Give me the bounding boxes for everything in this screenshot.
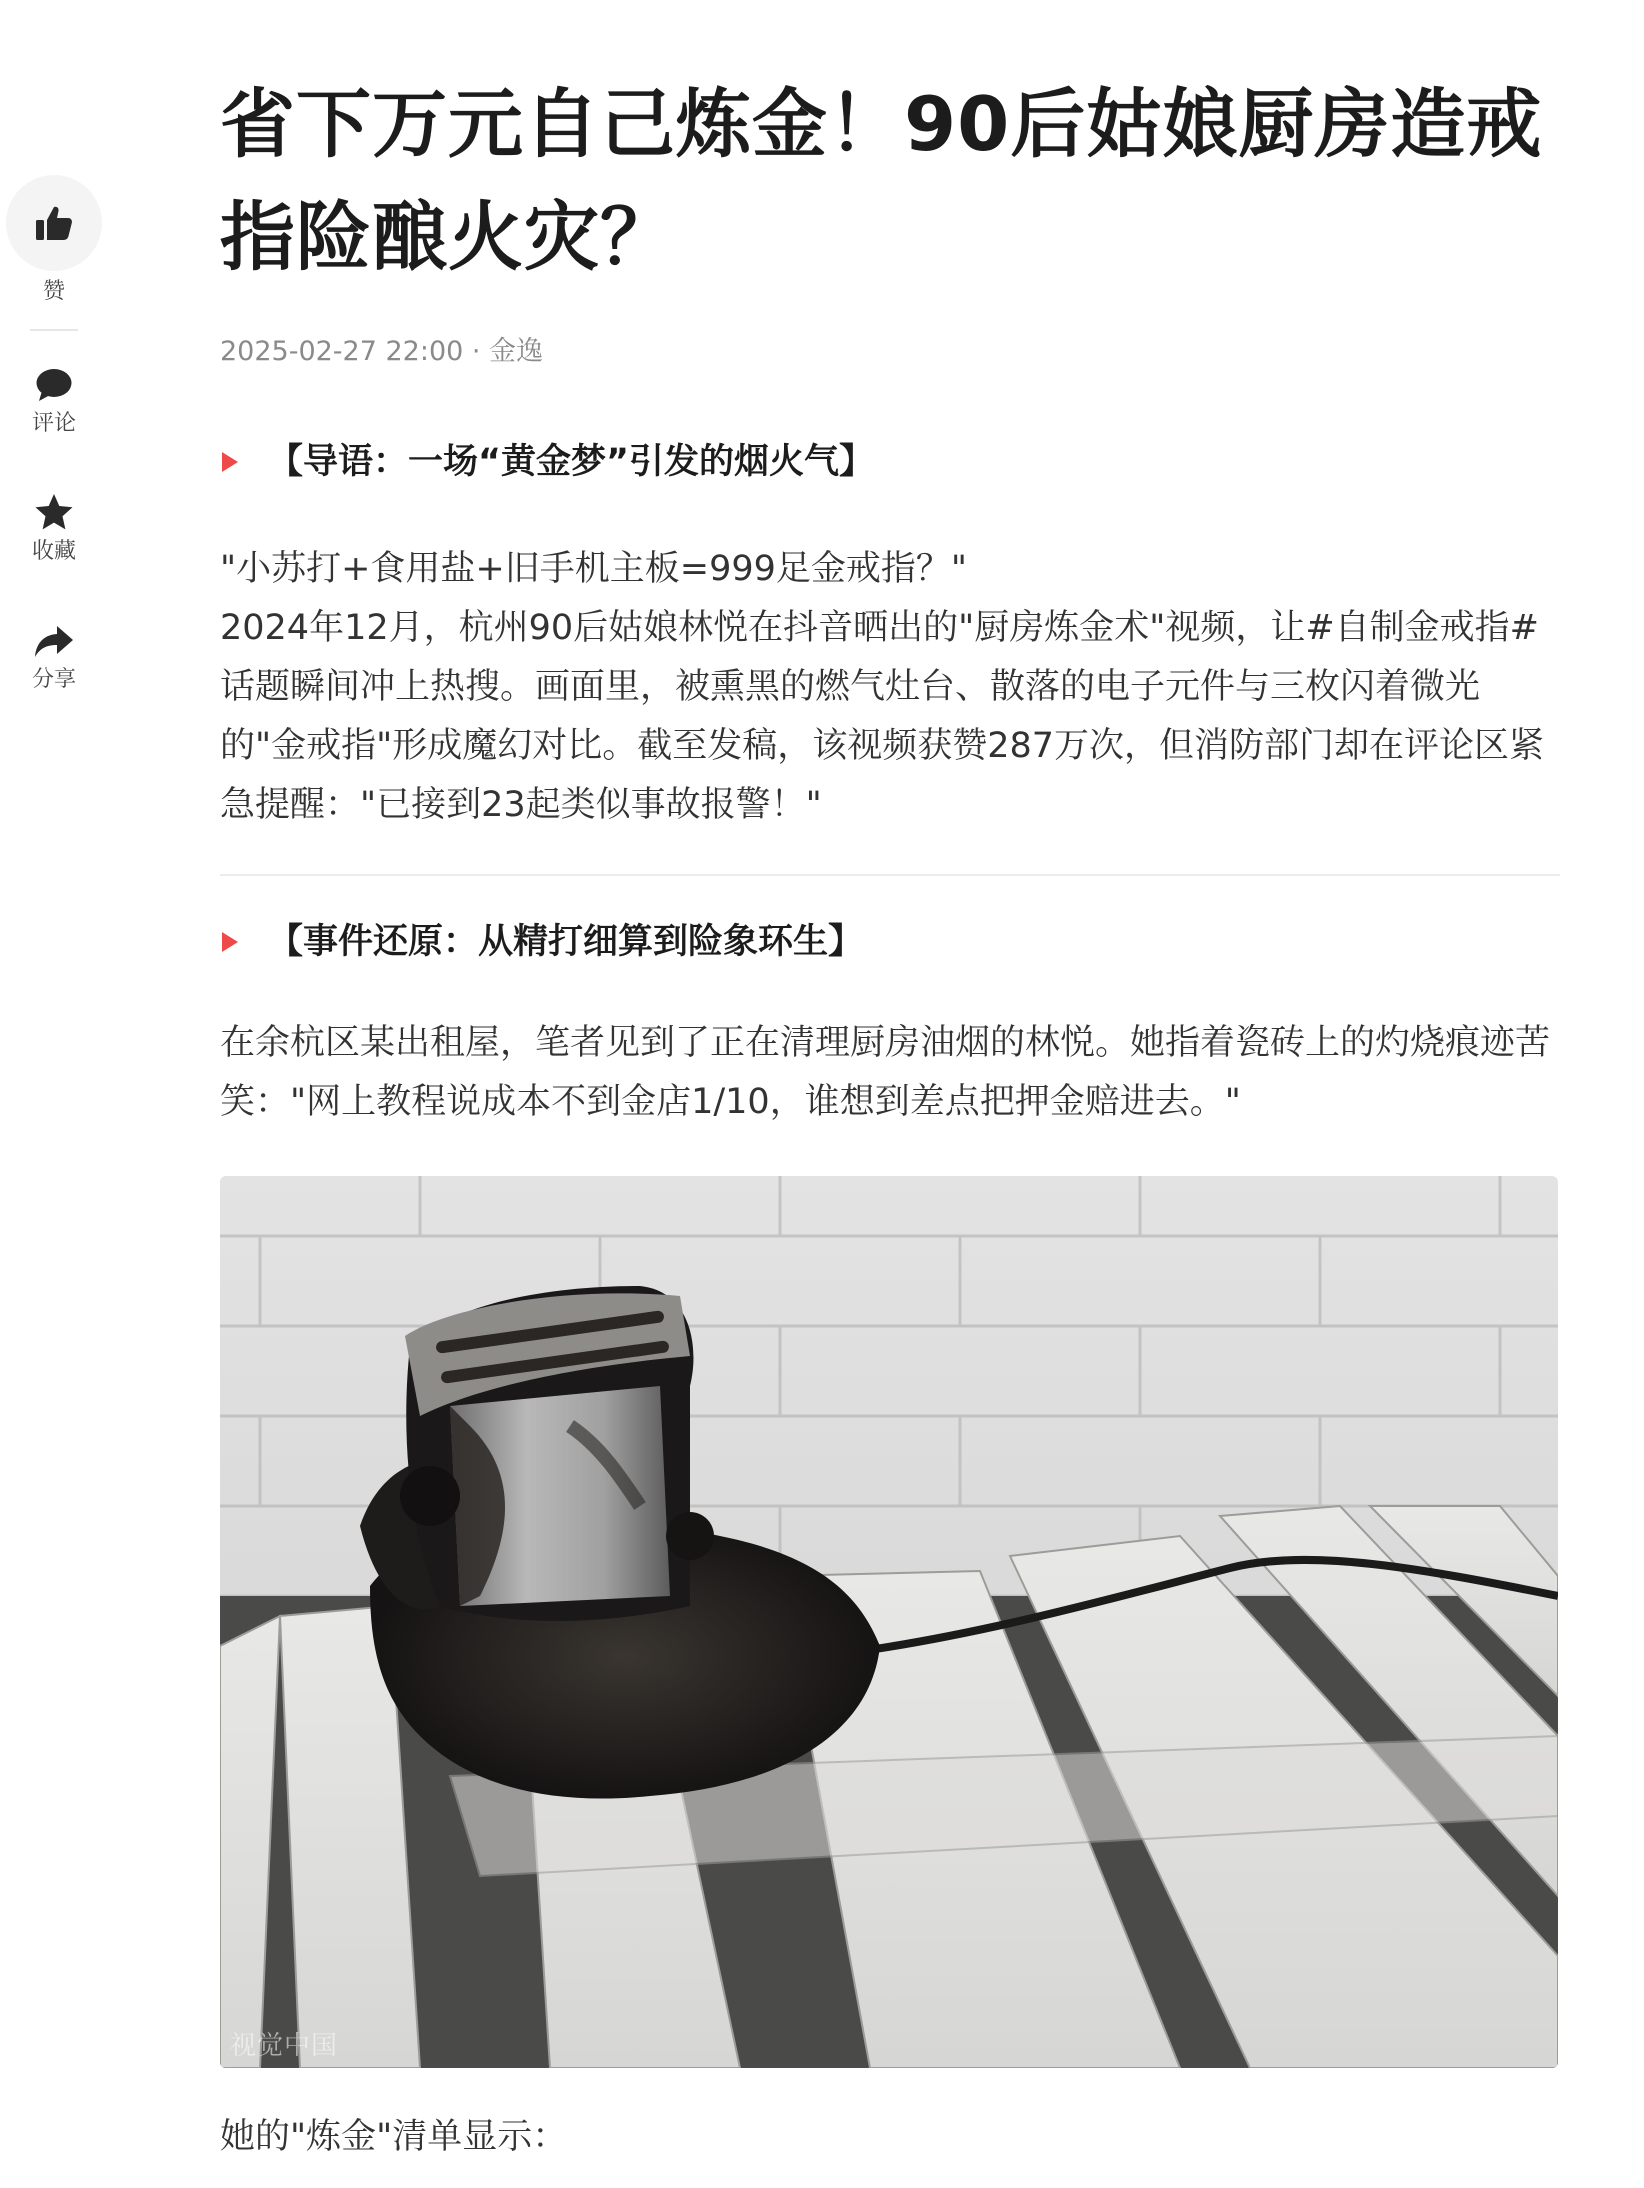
action-rail [0,175,108,693]
article-title: 省下万元自己炼金！90后姑娘厨房造戒指险酿火灾？ [220,80,1543,281]
paragraph: 在余杭区某出租屋，笔者见到了正在清理厨房油烟的林悦。她指着瓷砖上的灼烧痕迹苦笑："网上教程说成本不到金店1/10，谁想到差点把押金赔进去。" [220,1023,1551,1122]
comment-label: 评论 [31,411,76,436]
paragraph: 2024年12月，杭州90后姑娘林悦在抖音晒出的"厨房炼金术"视频，让#自制金戒指#话题瞬间冲上热搜。画面里，被熏黑的燃气灶台、散落的电子元件与三枚闪着微光的"金戒指"形成魔幻对比。截至发稿，该视频获赞287万次，但消防部门却在评论区紧急提醒："已接到23起类似事故报警！" [220,608,1545,825]
rail-divider [30,329,78,331]
article-image [220,1176,1558,2068]
like-label: 赞 [42,279,65,304]
comment-button[interactable] [0,355,108,437]
triangle-bullet-icon [222,452,238,472]
paragraph: 她的"炼金"清单显示： [220,2117,568,2157]
share-button[interactable] [0,611,108,693]
section-heading-text: 【导语：一场“黄金梦”引发的烟火气】 [268,442,875,482]
share-icon [34,625,74,659]
burnt-toaster-photo [220,1176,1558,2068]
star-icon [34,493,74,531]
article-meta: 2025-02-27 22:00 · 金逸 [220,336,544,367]
section-heading [220,436,1560,488]
thumbs-up-icon [35,205,73,241]
image-watermark: 视觉中国 [230,2031,339,2061]
like-circle[interactable] [6,175,102,271]
like-button[interactable] [0,175,108,305]
share-label: 分享 [31,667,76,692]
section-heading [220,916,1560,968]
collect-button[interactable] [0,483,108,565]
article [220,0,1560,2167]
section-heading-text: 【事件还原：从精打细算到险象环生】 [268,922,864,962]
paragraph: "小苏打+食用盐+旧手机主板=999足金戒指？" [220,549,967,589]
comment-icon [35,367,73,403]
section-divider [220,874,1560,876]
triangle-bullet-icon [222,932,238,952]
collect-label: 收藏 [31,539,76,564]
